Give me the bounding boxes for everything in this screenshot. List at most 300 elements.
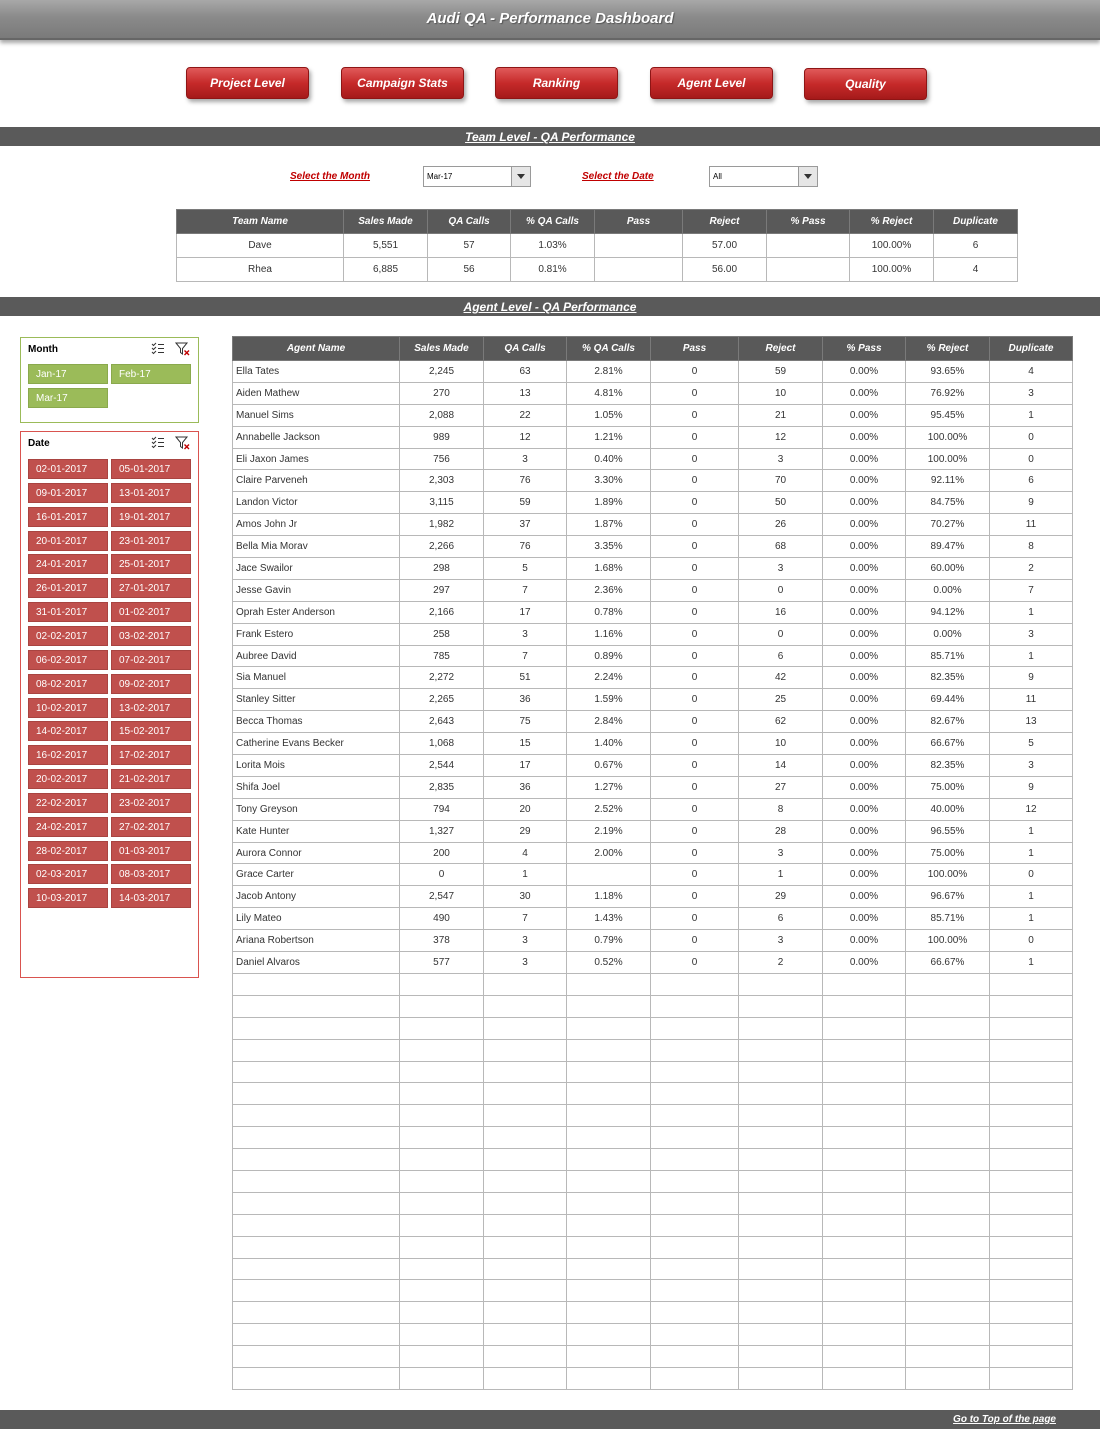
table-cell: 0.52% (567, 952, 651, 974)
agent-name-cell: Lily Mateo (233, 908, 400, 930)
table-cell: 0.00% (823, 886, 906, 908)
table-cell (233, 1017, 400, 1039)
table-cell (739, 1061, 823, 1083)
table-cell (739, 1105, 823, 1127)
table-cell: 1.68% (567, 558, 651, 580)
team-col-header[interactable]: QA Calls (428, 210, 511, 234)
table-cell: 26 (739, 514, 823, 536)
table-cell: 298 (400, 558, 484, 580)
table-cell (651, 1170, 739, 1192)
table-cell: 6 (934, 234, 1018, 258)
table-cell: 0 (651, 733, 739, 755)
table-cell: 0.78% (567, 601, 651, 623)
table-cell (400, 1083, 484, 1105)
table-cell (651, 1258, 739, 1280)
table-cell: 0 (651, 667, 739, 689)
agent-col-header[interactable]: Agent Name (233, 337, 400, 361)
table-cell: 785 (400, 645, 484, 667)
month-dropdown[interactable] (423, 166, 531, 187)
clear-filter-icon[interactable] (175, 436, 190, 450)
table-cell: 0.81% (511, 258, 595, 282)
agent-section-bar (0, 297, 1100, 316)
table-cell: 7 (484, 908, 567, 930)
table-cell: 1,068 (400, 733, 484, 755)
table-cell (400, 1017, 484, 1039)
month-slicer-item[interactable]: Jan-17 (28, 364, 108, 384)
table-cell (823, 1258, 906, 1280)
table-cell: 75.00% (906, 842, 990, 864)
empty-row (233, 1367, 1073, 1389)
table-row (233, 448, 1073, 470)
table-cell (567, 1214, 651, 1236)
table-cell (400, 1367, 484, 1389)
table-cell (484, 1192, 567, 1214)
table-cell: 4 (934, 258, 1018, 282)
date-slicer-item[interactable]: 16-02-2017 (28, 745, 108, 765)
table-cell (567, 1017, 651, 1039)
date-slicer-item[interactable]: 31-01-2017 (28, 602, 108, 622)
table-cell: 7 (484, 579, 567, 601)
table-row (177, 258, 1018, 282)
table-cell (739, 1192, 823, 1214)
table-cell: 9 (990, 776, 1073, 798)
table-cell: 66.67% (906, 733, 990, 755)
team-table (176, 209, 1018, 282)
go-to-top-link[interactable]: Go to Top of the page (953, 1414, 1056, 1425)
table-cell (233, 1258, 400, 1280)
team-col-header[interactable]: % QA Calls (511, 210, 595, 234)
table-cell (595, 258, 683, 282)
table-cell (400, 1105, 484, 1127)
team-col-header[interactable]: % Reject (850, 210, 934, 234)
date-slicer-item[interactable]: 13-02-2017 (111, 698, 191, 718)
chevron-down-icon[interactable] (798, 167, 817, 186)
table-cell (739, 1236, 823, 1258)
table-cell (823, 1061, 906, 1083)
table-cell (739, 1258, 823, 1280)
agent-table (232, 336, 1073, 1390)
table-cell: 0 (651, 536, 739, 558)
date-slicer-item[interactable]: 06-02-2017 (28, 650, 108, 670)
date-slicer-item[interactable]: 15-02-2017 (111, 721, 191, 741)
table-cell: 100.00% (850, 258, 934, 282)
team-col-header[interactable]: Reject (683, 210, 767, 234)
table-cell: 794 (400, 798, 484, 820)
table-cell: 36 (484, 689, 567, 711)
table-cell (739, 1083, 823, 1105)
table-row (233, 908, 1073, 930)
team-col-header[interactable]: Team Name (177, 210, 344, 234)
agent-name-cell: Aiden Mathew (233, 382, 400, 404)
table-cell (823, 1236, 906, 1258)
table-cell: 82.35% (906, 667, 990, 689)
table-cell (595, 234, 683, 258)
table-cell: 0.00% (823, 536, 906, 558)
table-cell: 0.00% (823, 404, 906, 426)
table-cell: 0 (651, 930, 739, 952)
date-slicer-item[interactable]: 13-01-2017 (111, 483, 191, 503)
agent-name-cell: Claire Parveneh (233, 470, 400, 492)
table-cell: 1 (739, 864, 823, 886)
table-row (233, 930, 1073, 952)
table-cell (233, 1367, 400, 1389)
table-cell: 51 (484, 667, 567, 689)
team-col-header[interactable]: % Pass (767, 210, 850, 234)
date-slicer-item[interactable]: 14-03-2017 (111, 888, 191, 908)
table-cell: 0.00% (823, 733, 906, 755)
agent-col-header[interactable]: Sales Made (400, 337, 484, 361)
table-cell: 76.92% (906, 382, 990, 404)
agent-col-header[interactable]: Reject (739, 337, 823, 361)
multi-select-icon[interactable] (151, 436, 165, 449)
campaign-stats-button[interactable]: Campaign Stats (341, 67, 464, 99)
table-cell: 100.00% (906, 864, 990, 886)
team-col-header[interactable]: Pass (595, 210, 683, 234)
table-cell: 1.05% (567, 404, 651, 426)
multi-select-icon[interactable] (151, 342, 165, 355)
agent-col-header[interactable]: % QA Calls (567, 337, 651, 361)
date-slicer-item[interactable]: 02-01-2017 (28, 459, 108, 479)
date-slicer-item[interactable]: 24-01-2017 (28, 554, 108, 574)
table-cell: 62 (739, 711, 823, 733)
table-cell (906, 1324, 990, 1346)
table-cell: 70.27% (906, 514, 990, 536)
ranking-button[interactable]: Ranking (495, 67, 618, 99)
table-cell (484, 1346, 567, 1368)
date-slicer-item[interactable]: 07-02-2017 (111, 650, 191, 670)
agent-col-header[interactable]: % Pass (823, 337, 906, 361)
date-slicer-item[interactable]: 14-02-2017 (28, 721, 108, 741)
date-slicer-item[interactable]: 20-02-2017 (28, 769, 108, 789)
table-cell: 2.84% (567, 711, 651, 733)
table-row (233, 820, 1073, 842)
table-cell (484, 1324, 567, 1346)
clear-filter-icon[interactable] (175, 342, 190, 356)
date-slicer-item[interactable]: 09-01-2017 (28, 483, 108, 503)
table-cell (739, 1127, 823, 1149)
date-slicer-item[interactable]: 27-02-2017 (111, 817, 191, 837)
date-slicer-item[interactable]: 23-02-2017 (111, 793, 191, 813)
agent-name-cell: Annabelle Jackson (233, 426, 400, 448)
date-slicer-item[interactable]: 22-02-2017 (28, 793, 108, 813)
table-cell (567, 995, 651, 1017)
table-cell (400, 1170, 484, 1192)
table-cell: 85.71% (906, 645, 990, 667)
table-cell (400, 995, 484, 1017)
table-cell (233, 1149, 400, 1171)
table-cell: 95.45% (906, 404, 990, 426)
table-cell: 14 (739, 755, 823, 777)
table-cell (767, 234, 850, 258)
agent-col-header[interactable]: QA Calls (484, 337, 567, 361)
date-slicer-item[interactable]: 01-03-2017 (111, 841, 191, 861)
table-cell: 2.81% (567, 361, 651, 383)
table-cell: 0.00% (823, 820, 906, 842)
table-cell: 10 (739, 733, 823, 755)
team-col-header[interactable]: Duplicate (934, 210, 1018, 234)
agent-name-cell: Shifa Joel (233, 776, 400, 798)
table-cell: 0 (651, 952, 739, 974)
table-cell (990, 1214, 1073, 1236)
table-cell (484, 1039, 567, 1061)
table-cell: 3 (739, 930, 823, 952)
table-cell: 0 (990, 930, 1073, 952)
agent-name-cell: Bella Mia Morav (233, 536, 400, 558)
table-cell (484, 1061, 567, 1083)
table-cell: 0 (651, 886, 739, 908)
table-cell (906, 1192, 990, 1214)
empty-row (233, 1258, 1073, 1280)
table-cell: 3 (484, 952, 567, 974)
table-cell (823, 1324, 906, 1346)
table-cell (906, 1258, 990, 1280)
empty-row (233, 1214, 1073, 1236)
month-dropdown-value: Mar-17 (427, 172, 453, 181)
table-cell: 0.00% (823, 601, 906, 623)
table-cell: 2.52% (567, 798, 651, 820)
table-cell: 7 (484, 645, 567, 667)
date-slicer-item[interactable]: 08-03-2017 (111, 864, 191, 884)
table-cell: 1 (990, 404, 1073, 426)
table-cell: 0.00% (823, 864, 906, 886)
table-cell: 56.00 (683, 258, 767, 282)
table-cell: 1.27% (567, 776, 651, 798)
table-cell: 8 (739, 798, 823, 820)
date-slicer-item[interactable]: 16-01-2017 (28, 507, 108, 527)
table-cell (823, 1170, 906, 1192)
table-cell: 100.00% (906, 426, 990, 448)
empty-row (233, 1149, 1073, 1171)
table-cell: 3 (484, 623, 567, 645)
date-slicer-item[interactable]: 02-03-2017 (28, 864, 108, 884)
table-cell: 70 (739, 470, 823, 492)
table-cell: 297 (400, 579, 484, 601)
table-cell (990, 1302, 1073, 1324)
table-cell: 0.00% (823, 930, 906, 952)
project-level-button[interactable]: Project Level (186, 67, 309, 99)
table-cell: 84.75% (906, 492, 990, 514)
table-cell: 1 (990, 952, 1073, 974)
table-cell: 0 (651, 645, 739, 667)
table-cell: 0.00% (906, 623, 990, 645)
date-slicer-item[interactable]: 25-01-2017 (111, 554, 191, 574)
table-cell (400, 1149, 484, 1171)
table-cell: 0 (651, 798, 739, 820)
date-slicer-item[interactable]: 23-01-2017 (111, 531, 191, 551)
agent-name-cell: Amos John Jr (233, 514, 400, 536)
table-cell: 96.55% (906, 820, 990, 842)
table-cell: 63 (484, 361, 567, 383)
table-row (233, 689, 1073, 711)
agent-name-cell: Tony Greyson (233, 798, 400, 820)
table-cell: 3.35% (567, 536, 651, 558)
team-section-title: Team Level - QA Performance (465, 130, 635, 144)
table-cell (651, 1192, 739, 1214)
date-slicer-item[interactable]: 17-02-2017 (111, 745, 191, 765)
table-cell (651, 1346, 739, 1368)
date-slicer-item[interactable]: 10-03-2017 (28, 888, 108, 908)
table-cell: 13 (990, 711, 1073, 733)
table-cell: 42 (739, 667, 823, 689)
month-slicer-title: Month (28, 344, 58, 355)
footer-bar (0, 1410, 1100, 1429)
table-cell (484, 1367, 567, 1389)
agent-name-cell: Ella Tates (233, 361, 400, 383)
table-cell (906, 1127, 990, 1149)
table-row (233, 404, 1073, 426)
table-cell: 0 (651, 448, 739, 470)
date-slicer-item[interactable]: 27-01-2017 (111, 578, 191, 598)
quality-button[interactable]: Quality (804, 68, 927, 100)
date-slicer (20, 431, 199, 978)
date-slicer-item[interactable]: 20-01-2017 (28, 531, 108, 551)
table-row (233, 382, 1073, 404)
table-cell: 1.16% (567, 623, 651, 645)
table-cell (990, 1083, 1073, 1105)
table-cell: 29 (739, 886, 823, 908)
table-cell: 2,166 (400, 601, 484, 623)
table-cell: 0.00% (823, 492, 906, 514)
table-cell (233, 1170, 400, 1192)
table-cell (906, 1367, 990, 1389)
table-row (233, 733, 1073, 755)
table-cell: 0.00% (823, 952, 906, 974)
table-cell: 57 (428, 234, 511, 258)
table-cell (823, 1017, 906, 1039)
table-cell: 12 (484, 426, 567, 448)
table-cell: 0.40% (567, 448, 651, 470)
table-cell (233, 1083, 400, 1105)
table-cell: 0.67% (567, 755, 651, 777)
table-cell: 0 (739, 623, 823, 645)
table-cell (233, 1039, 400, 1061)
table-cell: 3 (990, 755, 1073, 777)
table-cell (651, 1105, 739, 1127)
table-cell: 0 (651, 601, 739, 623)
table-cell (567, 1367, 651, 1389)
table-cell: 4 (990, 361, 1073, 383)
table-cell: 59 (484, 492, 567, 514)
date-slicer-item[interactable]: 21-02-2017 (111, 769, 191, 789)
agent-name-cell: Landon Victor (233, 492, 400, 514)
agent-col-header[interactable]: % Reject (906, 337, 990, 361)
table-cell: 1 (990, 645, 1073, 667)
table-cell (990, 973, 1073, 995)
agent-col-header[interactable]: Duplicate (990, 337, 1073, 361)
table-cell (233, 1127, 400, 1149)
table-cell: 4.81% (567, 382, 651, 404)
date-slicer-item[interactable]: 19-01-2017 (111, 507, 191, 527)
table-cell: 0.00% (823, 558, 906, 580)
table-cell: 96.67% (906, 886, 990, 908)
date-slicer-item[interactable]: 10-02-2017 (28, 698, 108, 718)
table-cell (400, 1061, 484, 1083)
table-cell: 3 (739, 448, 823, 470)
table-cell: 0 (651, 470, 739, 492)
table-cell: 0.00% (823, 667, 906, 689)
table-cell: 5,551 (344, 234, 428, 258)
table-cell: 0.00% (823, 426, 906, 448)
table-cell: 13 (484, 382, 567, 404)
agent-name-cell: Kate Hunter (233, 820, 400, 842)
month-slicer-item[interactable]: Feb-17 (111, 364, 191, 384)
table-cell (823, 995, 906, 1017)
table-cell (823, 1302, 906, 1324)
date-slicer-item[interactable]: 28-02-2017 (28, 841, 108, 861)
table-cell: 1.87% (567, 514, 651, 536)
agent-name-cell: Aubree David (233, 645, 400, 667)
table-cell: 0 (400, 864, 484, 886)
table-cell: 6 (990, 470, 1073, 492)
date-dropdown[interactable] (709, 166, 818, 187)
date-slicer-item[interactable]: 08-02-2017 (28, 674, 108, 694)
empty-row (233, 1083, 1073, 1105)
date-slicer-item[interactable]: 02-02-2017 (28, 626, 108, 646)
table-cell: 94.12% (906, 601, 990, 623)
agent-col-header[interactable]: Pass (651, 337, 739, 361)
table-cell: 20 (484, 798, 567, 820)
date-slicer-item[interactable]: 09-02-2017 (111, 674, 191, 694)
date-dropdown-value: All (713, 172, 722, 181)
date-slicer-item[interactable]: 01-02-2017 (111, 602, 191, 622)
table-cell: 2.00% (567, 842, 651, 864)
table-cell (990, 1192, 1073, 1214)
table-cell: 258 (400, 623, 484, 645)
agent-name-cell: Aurora Connor (233, 842, 400, 864)
month-slicer-item[interactable]: Mar-17 (28, 388, 108, 408)
table-cell: 100.00% (906, 448, 990, 470)
table-cell: 37 (484, 514, 567, 536)
table-cell (739, 973, 823, 995)
table-cell: 50 (739, 492, 823, 514)
table-row (233, 470, 1073, 492)
table-cell: 0 (651, 755, 739, 777)
table-cell: 0 (651, 382, 739, 404)
table-cell (906, 973, 990, 995)
agent-name-cell: Stanley Sitter (233, 689, 400, 711)
table-cell (484, 1017, 567, 1039)
date-slicer-item[interactable]: 26-01-2017 (28, 578, 108, 598)
date-slicer-item[interactable]: 05-01-2017 (111, 459, 191, 479)
table-cell: 0 (651, 404, 739, 426)
table-cell: 3 (484, 930, 567, 952)
table-cell (651, 1017, 739, 1039)
table-cell: 1 (990, 886, 1073, 908)
agent-level-button[interactable]: Agent Level (650, 67, 773, 99)
table-cell: 2,643 (400, 711, 484, 733)
table-cell (651, 995, 739, 1017)
table-cell: 27 (739, 776, 823, 798)
table-cell: 12 (990, 798, 1073, 820)
chevron-down-icon[interactable] (511, 167, 530, 186)
table-cell (906, 1170, 990, 1192)
table-cell: 2.36% (567, 579, 651, 601)
date-slicer-item[interactable]: 24-02-2017 (28, 817, 108, 837)
table-cell: 100.00% (906, 930, 990, 952)
table-cell (400, 1127, 484, 1149)
table-cell: 0 (990, 864, 1073, 886)
table-cell (484, 1302, 567, 1324)
table-cell: 75 (484, 711, 567, 733)
date-slicer-item[interactable]: 03-02-2017 (111, 626, 191, 646)
team-col-header[interactable]: Sales Made (344, 210, 428, 234)
table-cell: 3 (739, 842, 823, 864)
agent-name-cell: Oprah Ester Anderson (233, 601, 400, 623)
agent-name-cell: Daniel Alvaros (233, 952, 400, 974)
table-cell (990, 1258, 1073, 1280)
table-cell (651, 1214, 739, 1236)
table-cell (823, 1149, 906, 1171)
